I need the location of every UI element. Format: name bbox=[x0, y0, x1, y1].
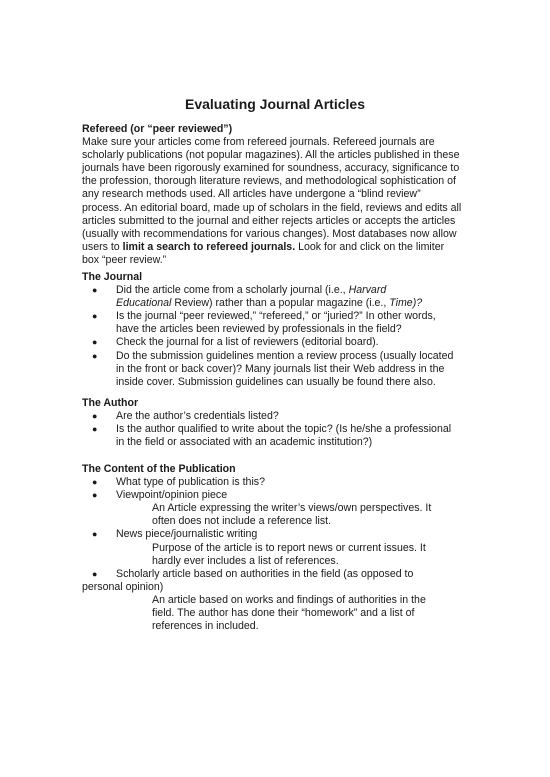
refereed-limit-emphasis: limit a search to refereed journals. bbox=[122, 240, 296, 253]
list-line: Scholarly article based on authorities in the field (as opposed to bbox=[116, 567, 414, 580]
list-item bbox=[82, 310, 472, 336]
list-line: have the articles been reviewed by professionals in the field? bbox=[116, 323, 402, 336]
bullet-icon: ● bbox=[92, 350, 98, 361]
bullet-icon: ● bbox=[92, 529, 98, 540]
list-line: Is the author qualified to write about the topic? (Is he/she a professional bbox=[116, 423, 452, 436]
list-line bbox=[116, 297, 472, 310]
list-line: Is the journal “peer reviewed,” “refereed,” or “juried?” In other words, bbox=[116, 310, 436, 323]
refereed-section bbox=[82, 123, 472, 267]
list-item bbox=[82, 284, 472, 310]
refereed-line: the profession, thorough literature reviews, and methodological sophistication of bbox=[82, 175, 456, 188]
refereed-line: any research methods used. All articles have undergone a “blind review” bbox=[82, 188, 421, 201]
content-list bbox=[82, 476, 472, 633]
magazine-name-emphasis: Time)? bbox=[389, 297, 423, 310]
list-line: Viewpoint/opinion piece bbox=[116, 489, 228, 502]
bullet-icon: ● bbox=[92, 568, 98, 579]
list-line-text: Review) rather than a popular magazine (i.e., bbox=[171, 297, 390, 310]
sub-line: field. The author has done their “homework” and a list of bbox=[152, 607, 415, 620]
refereed-heading: Refereed (or “peer reviewed”) bbox=[82, 123, 233, 135]
bullet-icon: ● bbox=[92, 424, 98, 435]
journal-list bbox=[82, 284, 472, 389]
list-line: What type of publication is this? bbox=[116, 476, 265, 489]
author-heading: The Author bbox=[82, 397, 139, 409]
bullet-icon: ● bbox=[92, 490, 98, 501]
list-line: personal opinion) bbox=[82, 580, 164, 593]
sub-line: references in included. bbox=[152, 620, 259, 633]
refereed-line: scholarly publications (not popular magazines). All the articles published in these bbox=[82, 149, 460, 162]
sub-line: hardly ever includes a list of references. bbox=[152, 554, 339, 567]
list-item bbox=[82, 568, 472, 633]
sub-line: Purpose of the article is to report news or current issues. It bbox=[152, 541, 426, 554]
author-list bbox=[82, 410, 472, 449]
list-item bbox=[82, 528, 472, 567]
list-item bbox=[82, 350, 472, 389]
sub-line: often does not include a reference list. bbox=[152, 515, 332, 528]
list-line-text: Did the article come from a scholarly journal (i.e., bbox=[116, 284, 349, 297]
content-heading: The Content of the Publication bbox=[82, 463, 236, 475]
list-line: inside cover. Submission guidelines can usually be found there also. bbox=[116, 375, 436, 388]
list-item bbox=[82, 476, 472, 489]
author-section bbox=[82, 397, 472, 449]
journal-name-emphasis: Harvard bbox=[348, 284, 387, 297]
list-line: in the front or back cover)? Many journals list their Web address in the bbox=[116, 362, 445, 375]
bullet-icon: ● bbox=[92, 477, 98, 488]
journal-heading: The Journal bbox=[82, 271, 143, 283]
list-line bbox=[116, 284, 472, 297]
refereed-line: journals have been rigorously examined for soundness, accuracy, significance to bbox=[82, 162, 460, 175]
journal-name-emphasis: Educational bbox=[116, 297, 172, 310]
list-line: Check the journal for a list of reviewers (editorial board). bbox=[116, 336, 379, 349]
content-section bbox=[82, 463, 472, 633]
sub-line: An article based on works and findings of authorities in the bbox=[152, 593, 426, 606]
refereed-line: Make sure your articles come from refereed journals. Refereed journals are bbox=[82, 136, 435, 149]
list-item bbox=[82, 336, 472, 349]
bullet-icon: ● bbox=[92, 285, 98, 296]
refereed-line: process. An editorial board, made up of scholars in the field, reviews and edits all bbox=[82, 201, 462, 214]
list-line: in the field or associated with an academic institution?) bbox=[116, 436, 373, 449]
bullet-icon: ● bbox=[92, 337, 98, 348]
refereed-line: (usually with recommendations for various changes). Most databases now allow bbox=[82, 227, 457, 240]
bullet-icon: ● bbox=[92, 411, 98, 422]
list-item bbox=[82, 423, 472, 449]
refereed-line-text: users to bbox=[82, 240, 123, 253]
list-line: News piece/journalistic writing bbox=[116, 528, 258, 541]
list-line: Do the submission guidelines mention a review process (usually located bbox=[116, 349, 454, 362]
journal-section bbox=[82, 271, 472, 389]
refereed-line: articles submitted to the journal and either rejects articles or accepts the articles bbox=[82, 214, 456, 227]
list-item bbox=[82, 489, 472, 528]
bullet-icon: ● bbox=[92, 311, 98, 322]
sub-line: An Article expressing the writer’s views/own perspectives. It bbox=[152, 502, 432, 515]
refereed-line: box “peer review.” bbox=[82, 253, 167, 266]
page-title: Evaluating Journal Articles bbox=[185, 96, 365, 112]
list-item bbox=[82, 410, 472, 423]
list-line: Are the author’s credentials listed? bbox=[116, 410, 279, 423]
refereed-line bbox=[82, 241, 472, 254]
refereed-line-text: Look for and click on the limiter bbox=[295, 240, 445, 253]
